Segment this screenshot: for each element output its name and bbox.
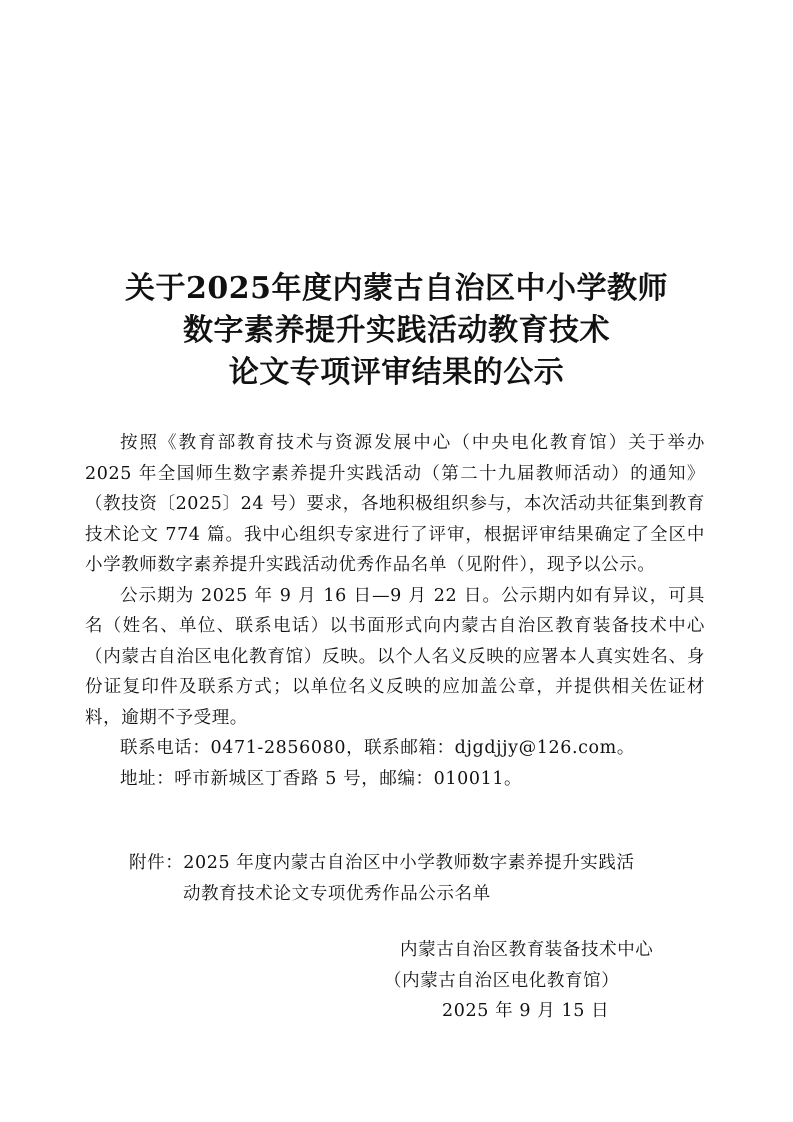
attachment-line-1: 附件：2025 年度内蒙古自治区中小学教师数字素养提升实践活 [129, 853, 635, 873]
title-line-2: 数字素养提升实践活动教育技术 [183, 313, 610, 348]
attachment-note [129, 848, 719, 909]
address-info: 地址：呼市新城区丁香路 5 号，邮编：010011。 [120, 768, 523, 789]
signature-date: 2025 年 9 月 15 日 [442, 1001, 610, 1021]
title-line-3: 论文专项评审结果的公示 [228, 355, 565, 390]
signature-organization-alt: （内蒙古自治区电化教育馆） [384, 970, 620, 991]
body-paragraph-1: 按照《教育部教育技术与资源发展中心（中央电化教育馆）关于举办 2025 年全国师生数字素养提升实践活动（第二十九届教师活动）的通知》（教技资〔2025〕24 号）要求，各地积极组织参与，本次活动共征集到教育技术论文 774 篇。我中心组织专家进行了评审，根据评审结果确定了全区中小学教师数字素养提升实践活动优秀作品名单（见附件），现予以公示。 [85, 433, 705, 575]
body-paragraph-2: 公示期为 2025 年 9 月 16 日—9 月 22 日。公示期内如有异议，可具名（姓名、单位、联系电话）以书面形式向内蒙古自治区教育装备技术中心（内蒙古自治区电化教育馆）反映。以个人名义反映的应署本人真实姓名、身份证复印件及联系方式；以单位名义反映的应加盖公章，并提供相关佐证材料，逾期不予受理。 [85, 585, 705, 728]
title-line-1: 关于2025年度内蒙古自治区中小学教师 [125, 271, 668, 306]
contact-info: 联系电话：0471-2856080，联系邮箱：djgdjjy@126.com。 [120, 738, 635, 758]
attachment-line-2: 动教育技术论文专项优秀作品公示名单 [183, 883, 491, 904]
signature-block [380, 935, 710, 1027]
document-body [85, 428, 705, 794]
signature-organization: 内蒙古自治区教育装备技术中心 [400, 940, 654, 960]
document-title [0, 268, 793, 394]
